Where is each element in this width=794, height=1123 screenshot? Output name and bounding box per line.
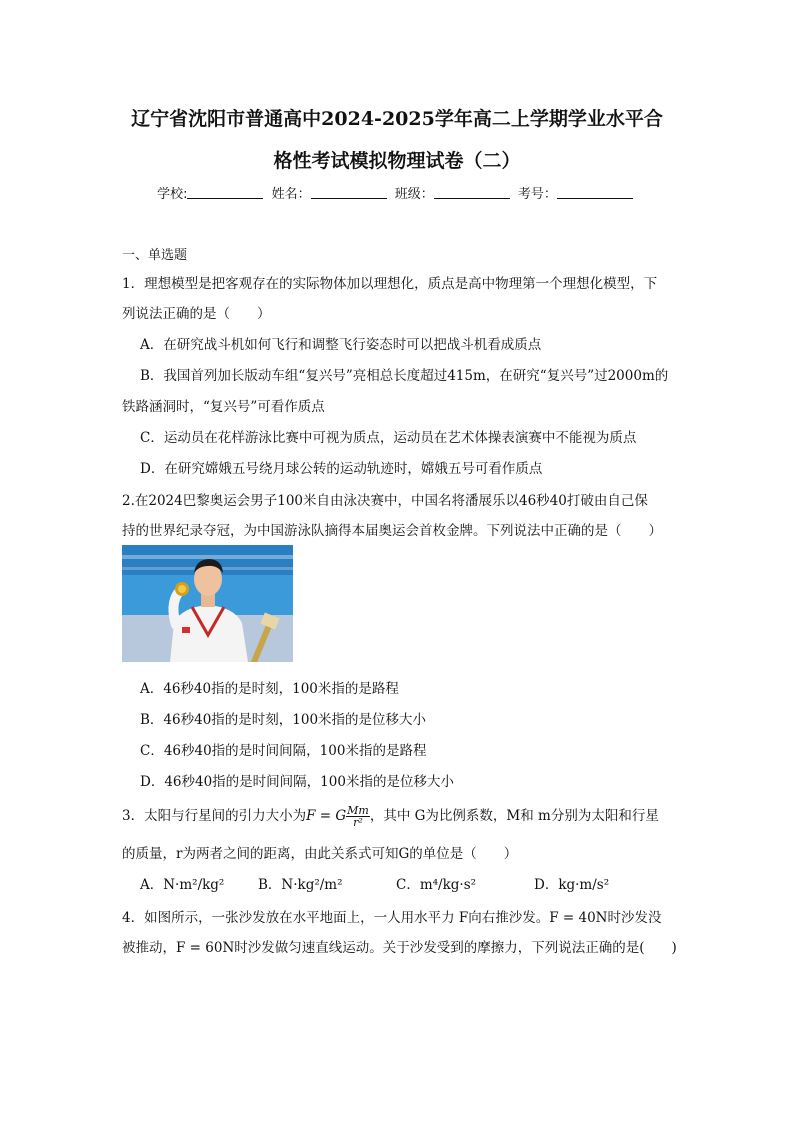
q1-option-d: D．在研究嫦娥五号绕月球公转的运动轨迹时，嫦娥五号可看作质点 xyxy=(140,461,543,477)
class-label: 班级： xyxy=(394,187,434,202)
school-label: 学校: xyxy=(157,187,188,202)
q3-stem-line-2: 的质量，r为两者之间的距离，由此关系式可知G的单位是（ ） xyxy=(122,846,518,862)
q3-formula-lhs: F = G xyxy=(306,808,347,824)
q3-formula-numerator: Mm xyxy=(347,804,369,817)
q4-stem-line-1: 4．如图所示，一张沙发放在水平地面上，一人用水平力 F向右推沙发。F = 40N时沙发没 xyxy=(122,910,662,926)
q1-option-a: A．在研究战斗机如何飞行和调整飞行姿态时可以把战斗机看成质点 xyxy=(140,337,542,353)
q2-option-d: D．46秒40指的是时间间隔，100米指的是位移大小 xyxy=(140,774,454,790)
q1-stem-line-2: 列说法正确的是（ ） xyxy=(122,306,271,322)
q3-formula-denominator: r² xyxy=(353,816,363,829)
student-info-row xyxy=(0,183,794,202)
exam-no-blank[interactable] xyxy=(557,186,633,199)
q3-formula-fraction xyxy=(346,805,370,828)
q2-option-c: C．46秒40指的是时间间隔，100米指的是路程 xyxy=(140,743,427,759)
class-blank[interactable] xyxy=(434,186,510,199)
section-title: 一、单选题 xyxy=(122,248,188,263)
q3-stem-line-1 xyxy=(122,804,659,828)
q3-option-a: A．N·m²/kg² xyxy=(140,877,225,893)
q3-stem-pre: 3．太阳与行星间的引力大小为 xyxy=(122,808,307,824)
exam-title-line-2: 格性考试模拟物理试卷（二） xyxy=(273,150,521,172)
q2-stem-line-1: 2.在2024巴黎奥运会男子100米自由泳决赛中，中国名将潘展乐以46秒40打破由自己保 xyxy=(122,493,648,509)
name-label: 姓名： xyxy=(271,187,311,202)
q3-stem-post: ，其中 G为比例系数，M和 m分别为太阳和行星 xyxy=(369,808,659,824)
q2-stem-line-2: 持的世界纪录夺冠，为中国游泳队摘得本届奥运会首枚金牌。下列说法中正确的是（ ） xyxy=(122,523,662,539)
q1-option-b-line-2: 铁路涵洞时，“复兴号”可看作质点 xyxy=(122,399,325,415)
q2-option-a: A．46秒40指的是时刻，100米指的是路程 xyxy=(140,681,399,697)
q1-option-b-line-1: B．我国首列加长版动车组“复兴号”亮相总长度超过415m，在研究“复兴号”过2000m的 xyxy=(140,368,669,384)
q2-option-b: B．46秒40指的是时刻，100米指的是位移大小 xyxy=(140,712,427,728)
swimmer-photo xyxy=(122,545,293,662)
school-blank[interactable] xyxy=(187,186,263,199)
name-blank[interactable] xyxy=(311,186,387,199)
exam-title-line-1: 辽宁省沈阳市普通高中2024-2025学年高二上学期学业水平合 xyxy=(131,108,663,130)
exam-no-label: 考号： xyxy=(517,187,557,202)
swimmer-illustration xyxy=(122,545,293,662)
q4-stem-line-2: 被推动，F = 60N时沙发做匀速直线运动。关于沙发受到的摩擦力，下列说法正确的是( ) xyxy=(122,940,677,956)
q1-option-c: C．运动员在花样游泳比赛中可视为质点，运动员在艺术体操表演赛中不能视为质点 xyxy=(140,430,637,446)
q3-option-c: C．m⁴/kg·s² xyxy=(396,877,477,893)
q3-option-d: D．kg·m/s² xyxy=(534,877,610,893)
q3-option-b: B．N·kg²/m² xyxy=(258,877,343,893)
q1-stem-line-1: 1．理想模型是把客观存在的实际物体加以理想化，质点是高中物理第一个理想化模型，下 xyxy=(122,276,658,292)
q3-options-row xyxy=(140,873,609,893)
